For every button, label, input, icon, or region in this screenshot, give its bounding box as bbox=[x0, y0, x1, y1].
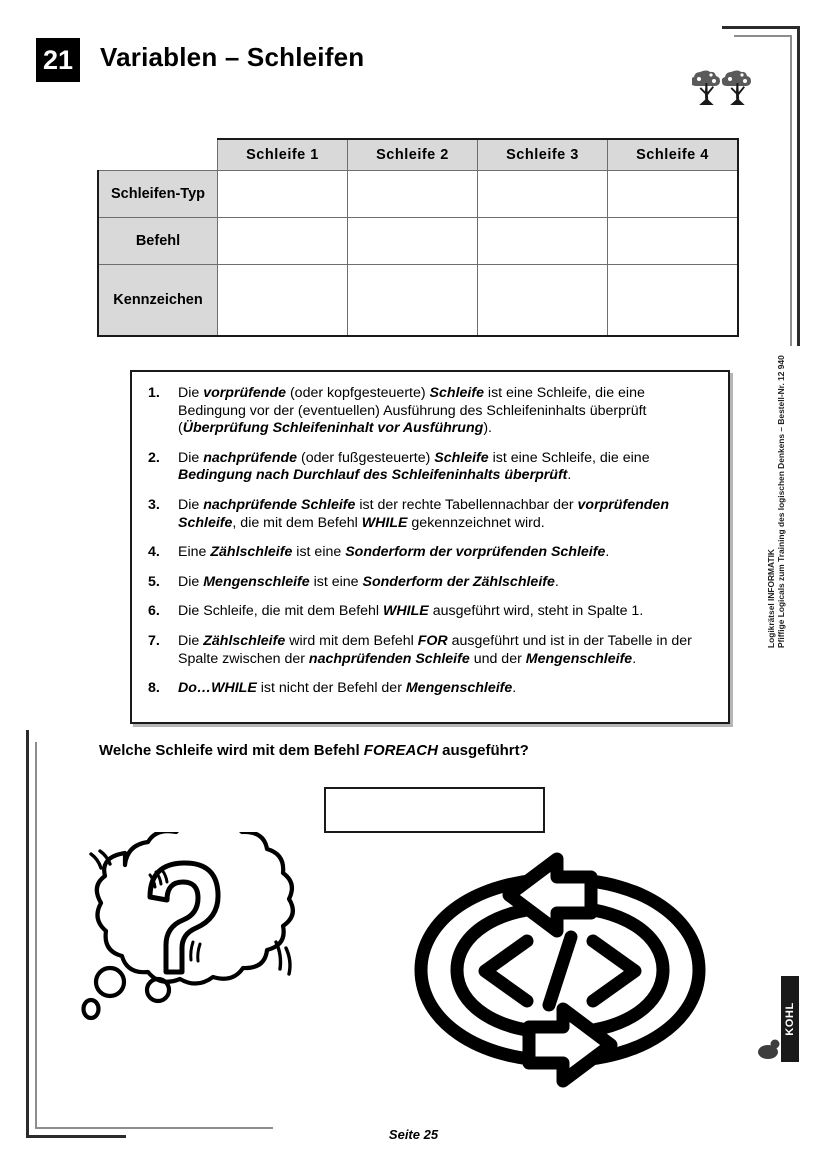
clue-number: 3. bbox=[148, 496, 160, 513]
table-row bbox=[98, 171, 738, 218]
clue-text: Die nachprüfende (oder fußgesteuerte) Schleife ist eine Schleife, die eine Bedingung nach Durchlauf des Schleifeninhalts überprüft. bbox=[178, 449, 650, 484]
cell-schleifen-typ-3[interactable] bbox=[478, 171, 608, 218]
cell-kennzeichen-4[interactable] bbox=[608, 265, 739, 337]
row-header-kennzeichen: Kennzeichen bbox=[98, 265, 218, 337]
worksheet-number-badge: 21 bbox=[36, 38, 80, 82]
clue-text: Do…WHILE ist nicht der Befehl der Mengenschleife. bbox=[178, 680, 517, 697]
frame-line-vertical-outer bbox=[26, 730, 29, 1138]
page-title: Variablen – Schleifen bbox=[100, 42, 365, 72]
footer-line-1: Logikrätsel INFORMATIK bbox=[766, 549, 776, 648]
column-header-schleife-1: Schleife 1 bbox=[218, 139, 348, 171]
publisher-mark-icon bbox=[756, 1035, 782, 1061]
list-item bbox=[146, 497, 712, 532]
clue-number: 6. bbox=[148, 603, 160, 620]
clue-number: 4. bbox=[148, 544, 160, 561]
cell-befehl-3[interactable] bbox=[478, 218, 608, 265]
list-item bbox=[146, 385, 712, 438]
tree-icon bbox=[692, 58, 754, 106]
table-header-row bbox=[98, 139, 738, 171]
table-row bbox=[98, 265, 738, 337]
column-header-schleife-4: Schleife 4 bbox=[608, 139, 739, 171]
thought-bubble-question-mark-icon bbox=[62, 832, 317, 1022]
list-item bbox=[146, 603, 712, 621]
frame-line-vertical-inner bbox=[35, 742, 37, 1127]
row-header-befehl: Befehl bbox=[98, 218, 218, 265]
cell-kennzeichen-2[interactable] bbox=[348, 265, 478, 337]
clue-number: 5. bbox=[148, 573, 160, 590]
cell-kennzeichen-3[interactable] bbox=[478, 265, 608, 337]
clue-number: 7. bbox=[148, 632, 160, 649]
cell-schleifen-typ-1[interactable] bbox=[218, 171, 348, 218]
clue-number: 1. bbox=[148, 385, 160, 401]
table-row bbox=[98, 218, 738, 265]
page-header bbox=[0, 0, 827, 120]
answer-input-box[interactable] bbox=[324, 787, 545, 833]
clue-text: Die nachprüfende Schleife ist der rechte Tabellennachbar der vorprüfenden Schleife, die mit dem Befehl WHILE gekennzeichnet wird. bbox=[178, 496, 669, 531]
cell-befehl-1[interactable] bbox=[218, 218, 348, 265]
clue-number: 2. bbox=[148, 449, 160, 466]
table-corner-blank bbox=[98, 139, 218, 171]
publisher-logo: KOHL VERLAG bbox=[781, 976, 799, 1062]
clue-text: Die Schleife, die mit dem Befehl WHILE ausgeführt wird, steht in Spalte 1. bbox=[178, 603, 644, 620]
footer-imprint-text bbox=[766, 318, 796, 648]
column-header-schleife-3: Schleife 3 bbox=[478, 139, 608, 171]
clue-text: Die vorprüfende (oder kopfgesteuerte) Schleife ist eine Schleife, die eine Bedingung vor der (eventuellen) Ausführung des Schleifeninhalts überprüft (Überprüfung Schleifeninhalt vor Ausführung). bbox=[178, 385, 647, 437]
list-item bbox=[146, 544, 712, 562]
page-number-label: Seite 25 bbox=[388, 1127, 439, 1142]
loop-comparison-table bbox=[97, 138, 739, 337]
list-item bbox=[146, 574, 712, 592]
cell-befehl-4[interactable] bbox=[608, 218, 739, 265]
list-item bbox=[146, 633, 712, 668]
code-loop-icon bbox=[405, 845, 715, 1095]
question-text: Welche Schleife wird mit dem Befehl FOREACH ausgeführt? bbox=[99, 742, 529, 759]
clue-text: Die Zählschleife wird mit dem Befehl FOR ausgeführt und ist in der Tabelle in der Spalte zwischen der nachprüfenden Schleife und der Mengenschleife. bbox=[178, 632, 692, 667]
cell-befehl-2[interactable] bbox=[348, 218, 478, 265]
clue-number: 8. bbox=[148, 680, 160, 697]
row-header-schleifen-typ: Schleifen-Typ bbox=[98, 171, 218, 218]
footer-line-2: Pfiffige Logicals zum Training des logischen Denkens – Bestell-Nr. 12 940 bbox=[776, 355, 787, 648]
clues-box bbox=[130, 370, 730, 724]
clues-list bbox=[132, 372, 728, 698]
column-header-schleife-2: Schleife 2 bbox=[348, 139, 478, 171]
cell-schleifen-typ-2[interactable] bbox=[348, 171, 478, 218]
list-item bbox=[146, 680, 712, 698]
cell-kennzeichen-1[interactable] bbox=[218, 265, 348, 337]
clue-text: Eine Zählschleife ist eine Sonderform der vorprüfenden Schleife. bbox=[178, 544, 610, 561]
cell-schleifen-typ-4[interactable] bbox=[608, 171, 739, 218]
clue-text: Die Mengenschleife ist eine Sonderform der Zählschleife. bbox=[178, 573, 559, 590]
list-item bbox=[146, 450, 712, 485]
